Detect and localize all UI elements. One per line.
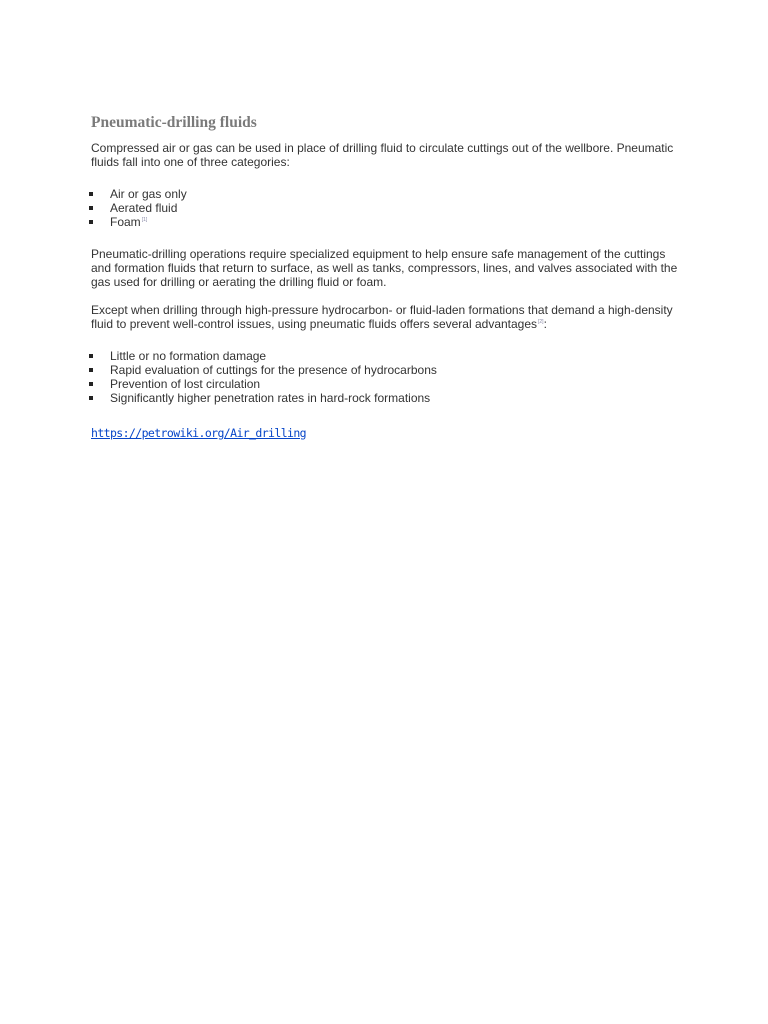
list-item-text: Significantly higher penetration rates in hard-rock formations xyxy=(110,391,431,405)
reference-link[interactable]: [2] xyxy=(538,319,544,325)
list-item xyxy=(91,215,681,229)
list-item xyxy=(91,349,681,363)
bullet-icon xyxy=(89,382,93,386)
list-item-text: Air or gas only xyxy=(110,187,187,201)
intro-paragraph: Compressed air or gas can be used in place of drilling fluid to circulate cuttings out of the wellbore. Pneumatic fluids fall into one of three categories: xyxy=(91,141,674,169)
bullet-icon xyxy=(89,206,93,210)
list-item xyxy=(91,187,681,201)
bullet-icon xyxy=(89,220,93,224)
categories-list xyxy=(91,187,681,229)
list-item xyxy=(91,391,681,405)
list-item-text: Aerated fluid xyxy=(110,201,178,215)
list-item-text: Rapid evaluation of cuttings for the presence of hydrocarbons xyxy=(110,363,437,377)
source-link[interactable]: https://petrowiki.org/Air_drilling xyxy=(91,426,307,440)
bullet-icon xyxy=(89,368,93,372)
list-item xyxy=(91,201,681,215)
reference-link[interactable]: [1] xyxy=(141,217,148,223)
colon: : xyxy=(543,317,547,331)
advantages-intro-text: Except when drilling through high-pressure hydrocarbon- or fluid-laden formations that demand a high-density fluid to prevent well-control issues, using pneumatic fluids offers several advantages xyxy=(91,303,673,331)
equipment-paragraph: Pneumatic-drilling operations require specialized equipment to help ensure safe management of the cuttings and formation fluids that return to surface, as well as tanks, compressors, lines, and valves associated with the gas used for drilling or aerating the drilling fluid or foam. xyxy=(91,247,678,289)
document-page xyxy=(91,114,681,441)
list-item-text: Prevention of lost circulation xyxy=(110,377,261,391)
list-item-text: Little or no formation damage xyxy=(110,349,267,363)
document-title: Pneumatic-drilling fluids xyxy=(91,114,257,131)
advantages-paragraph xyxy=(91,303,681,331)
list-item xyxy=(91,377,681,391)
bullet-icon xyxy=(89,192,93,196)
advantages-list xyxy=(91,349,681,405)
list-item-text: Foam xyxy=(110,215,141,229)
bullet-icon xyxy=(89,354,93,358)
list-item xyxy=(91,363,681,377)
bullet-icon xyxy=(89,396,93,400)
